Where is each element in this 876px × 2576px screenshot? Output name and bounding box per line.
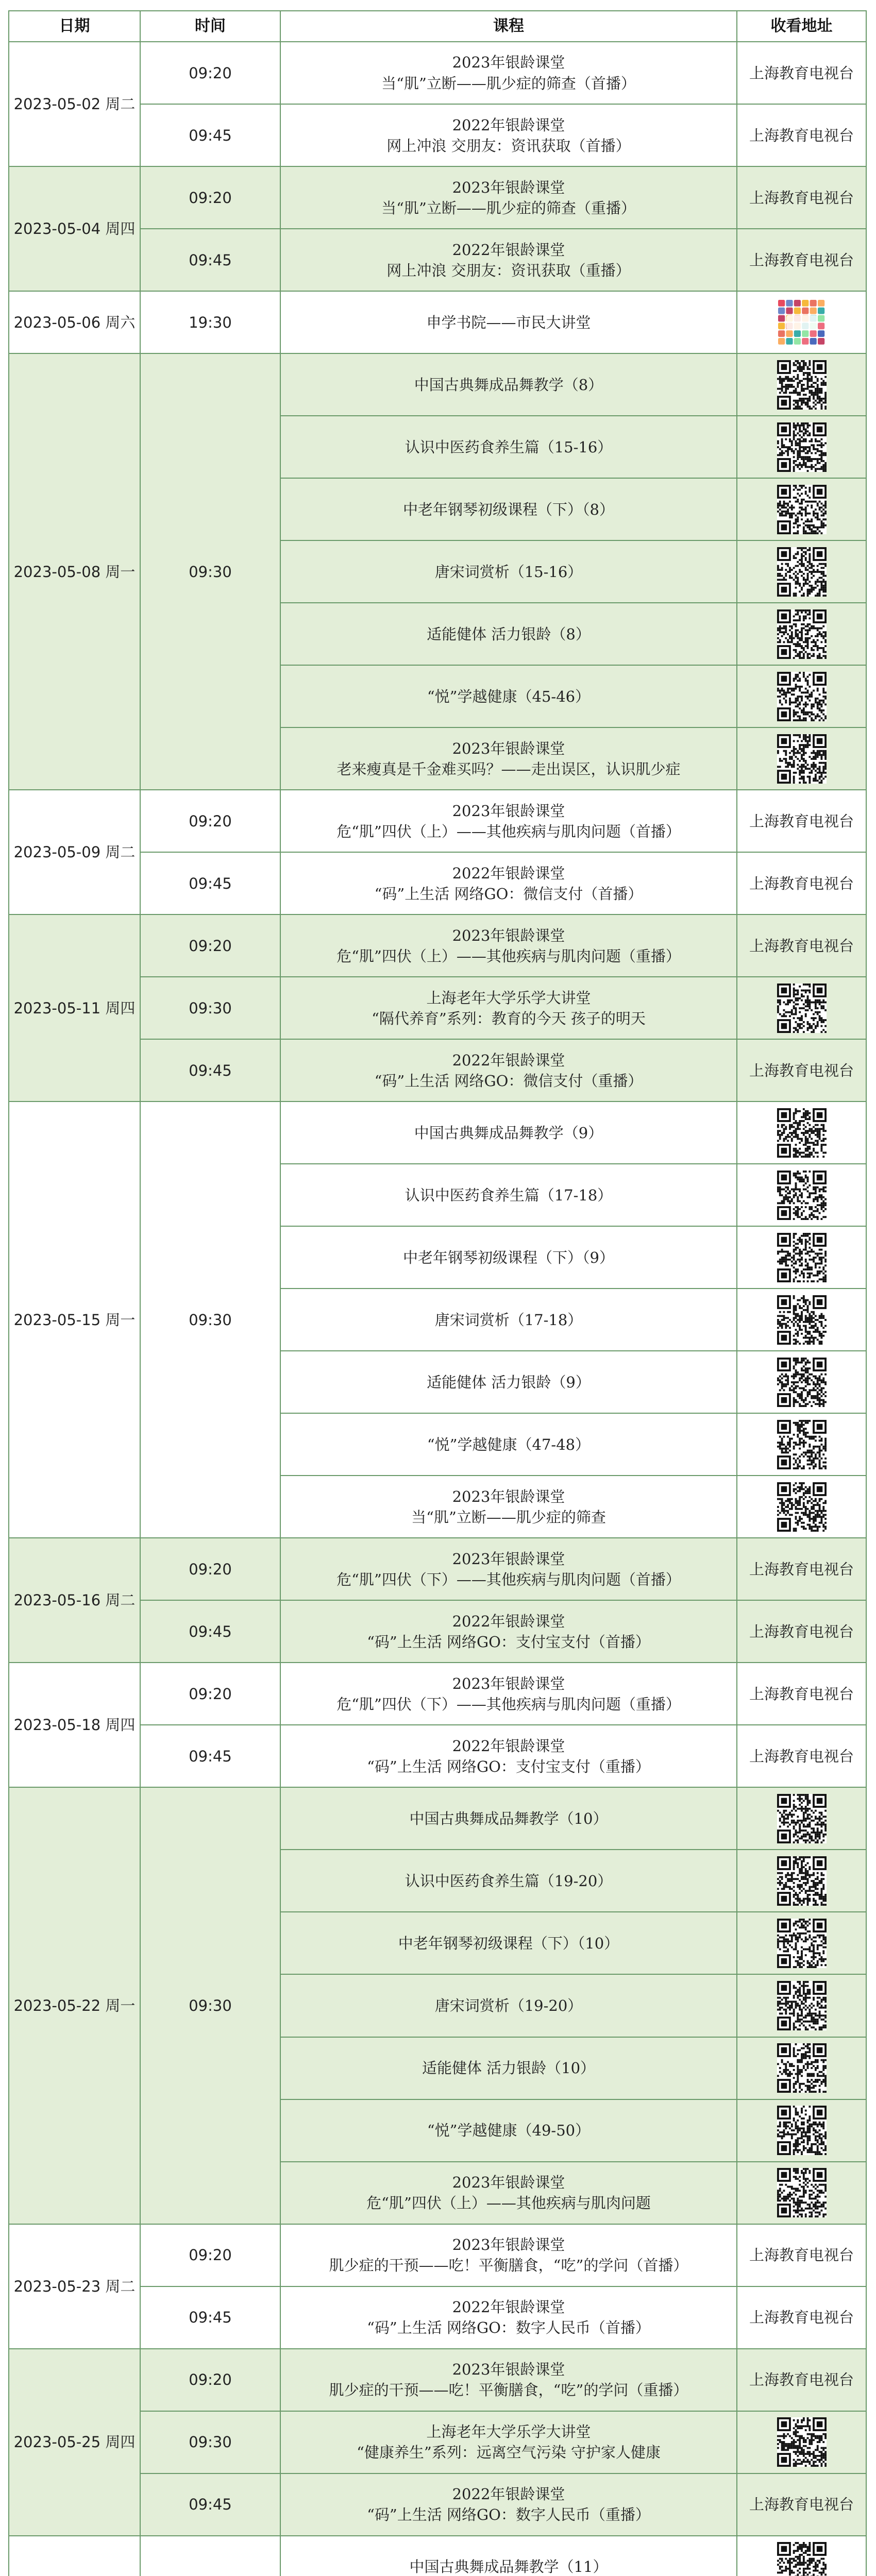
course-cell (280, 1725, 737, 1787)
time-cell: 09:30 (140, 1787, 280, 2224)
channel-tv-station: 上海教育电视台 (737, 2473, 866, 2536)
time-cell: 09:20 (140, 1663, 280, 1725)
header-date: 日期 (9, 11, 140, 42)
course-cell (280, 727, 737, 790)
course-title: 当“肌”立断——肌少症的筛查（首播） (381, 74, 636, 92)
course-cell (280, 166, 737, 229)
course-series: 上海老年大学乐学大讲堂 (426, 989, 591, 1007)
time-cell: 09:20 (140, 790, 280, 852)
schedule-row (9, 914, 866, 977)
course-series: 2023年银龄课堂 (452, 926, 565, 944)
channel-tv-station: 上海教育电视台 (737, 1663, 866, 1725)
qr-code-icon[interactable] (777, 547, 827, 597)
time-cell: 09:45 (140, 2286, 280, 2349)
course-series: 2022年银龄课堂 (452, 2298, 565, 2316)
schedule-row (9, 291, 866, 353)
course-title: 当“肌”立断——肌少症的筛查 (411, 1508, 606, 1526)
channel-qr[interactable] (737, 416, 866, 478)
date-cell: 2023-05-25 周四 (9, 2349, 140, 2536)
course-cell (280, 1351, 737, 1413)
schedule-row (9, 1538, 866, 1600)
course-cell (280, 2162, 737, 2224)
course-series: 2023年银龄课堂 (452, 54, 565, 72)
qr-code-icon[interactable] (777, 2168, 827, 2217)
channel-qr[interactable] (737, 665, 866, 727)
qr-code-icon[interactable] (777, 609, 827, 659)
course-cell (280, 229, 737, 291)
channel-qr[interactable] (737, 1413, 866, 1476)
course-cell (280, 1413, 737, 1476)
schedule-row (9, 166, 866, 229)
course-title: “码”上生活 网络GO：数字人民币（首播） (367, 2319, 650, 2337)
course-series: 2023年银龄课堂 (452, 2236, 565, 2254)
course-title: 老来瘦真是千金难买吗？——走出误区，认识肌少症 (336, 760, 681, 778)
channel-tv-station: 上海教育电视台 (737, 852, 866, 914)
channel-qr[interactable] (737, 2099, 866, 2162)
channel-logo[interactable] (737, 291, 866, 353)
course-cell (280, 1226, 737, 1289)
schedule-row (9, 42, 866, 104)
date-cell: 2023-05-16 周二 (9, 1538, 140, 1663)
qr-code-icon[interactable] (777, 1981, 827, 2030)
course-title: 肌少症的干预——吃！平衡膳食，“吃”的学问（首播） (329, 2257, 688, 2275)
course-cell (280, 1164, 737, 1226)
course-cell (280, 353, 737, 416)
time-cell: 09:45 (140, 229, 280, 291)
qr-code-icon[interactable] (777, 2417, 827, 2467)
course-cell (280, 2473, 737, 2536)
date-cell: 2023-05-06 周六 (9, 291, 140, 353)
time-cell: 09:30 (140, 977, 280, 1039)
schedule-row (9, 1101, 866, 1164)
schedule-row (9, 1787, 866, 1850)
header-course: 课程 (280, 11, 737, 42)
course-title: 中老年钢琴初级课程（下）（8） (403, 500, 614, 518)
course-cell (280, 2099, 737, 2162)
channel-qr[interactable] (737, 1164, 866, 1226)
course-series: 2023年银龄课堂 (452, 802, 565, 820)
channel-qr[interactable] (737, 1289, 866, 1351)
channel-qr[interactable] (737, 2037, 866, 2099)
channel-tv-station: 上海教育电视台 (737, 2286, 866, 2349)
course-title: 唐宋词赏析（17-18） (434, 1311, 583, 1329)
time-cell: 09:45 (140, 1725, 280, 1787)
course-cell (280, 790, 737, 852)
course-title: “码”上生活 网络GO：支付宝支付（重播） (367, 1757, 650, 1775)
schedule-table (8, 10, 867, 2576)
time-cell: 09:20 (140, 2224, 280, 2286)
time-cell: 09:20 (140, 914, 280, 977)
course-title: 中国古典舞成品舞教学（9） (414, 1124, 603, 1142)
channel-qr[interactable] (737, 478, 866, 540)
channel-qr[interactable] (737, 1850, 866, 1912)
course-title: “悦”学越健康（49-50） (427, 2122, 591, 2140)
channel-qr[interactable] (737, 1476, 866, 1538)
channel-tv-station: 上海教育电视台 (737, 790, 866, 852)
course-title: “码”上生活 网络GO：微信支付（首播） (374, 885, 643, 903)
course-title: 认识中医药食养生篇（15-16） (405, 438, 613, 456)
course-series: 2023年银龄课堂 (452, 2361, 565, 2379)
course-cell (280, 1101, 737, 1164)
course-title: 危“肌”四伏（上）——其他疾病与肌肉问题（重播） (336, 947, 681, 965)
course-cell (280, 2037, 737, 2099)
date-cell: 2023-05-23 周二 (9, 2224, 140, 2349)
course-cell (280, 2224, 737, 2286)
course-series: 2023年银龄课堂 (452, 178, 565, 196)
course-series: 2022年银龄课堂 (452, 864, 565, 882)
course-title: 适能健体 活力银龄（9） (427, 1373, 591, 1391)
date-cell: 2023-05-04 周四 (9, 166, 140, 291)
channel-tv-station: 上海教育电视台 (737, 1725, 866, 1787)
course-series: 2022年银龄课堂 (452, 1737, 565, 1755)
time-cell: 09:45 (140, 1600, 280, 1663)
header-row (9, 11, 866, 42)
course-cell (280, 2349, 737, 2411)
time-cell: 09:45 (140, 1039, 280, 1101)
channel-qr[interactable] (737, 2536, 866, 2576)
course-cell (280, 852, 737, 914)
schedule-row (9, 2224, 866, 2286)
course-title: 危“肌”四伏（下）——其他疾病与肌肉问题（重播） (336, 1695, 681, 1713)
qr-code-icon[interactable] (777, 2106, 827, 2155)
course-title: 唐宋词赏析（15-16） (434, 563, 583, 581)
course-cell (280, 291, 737, 353)
qr-code-icon[interactable] (777, 360, 827, 410)
course-title: 唐宋词赏析（19-20） (434, 1996, 583, 2014)
channel-tv-station: 上海教育电视台 (737, 914, 866, 977)
course-cell (280, 603, 737, 665)
course-cell (280, 665, 737, 727)
channel-qr[interactable] (737, 2411, 866, 2473)
course-cell (280, 2536, 737, 2576)
date-cell: 2023-05-18 周四 (9, 1663, 140, 1787)
course-series: 2023年银龄课堂 (452, 1550, 565, 1568)
channel-qr[interactable] (737, 1912, 866, 1974)
qr-code-icon[interactable] (777, 672, 827, 721)
header-time: 时间 (140, 11, 280, 42)
schedule-row (9, 790, 866, 852)
course-title: 中老年钢琴初级课程（下）（10） (398, 1934, 619, 1952)
channel-tv-station: 上海教育电视台 (737, 104, 866, 166)
channel-tv-station: 上海教育电视台 (737, 42, 866, 104)
course-cell (280, 42, 737, 104)
course-title: 危“肌”四伏（上）——其他疾病与肌肉问题（首播） (336, 822, 681, 840)
qr-code-icon[interactable] (777, 1856, 827, 1906)
course-title: 危“肌”四伏（上）——其他疾病与肌肉问题 (366, 2194, 651, 2212)
channel-qr[interactable] (737, 2162, 866, 2224)
qr-code-icon[interactable] (777, 1358, 827, 1407)
course-cell (280, 104, 737, 166)
course-series: 2023年银龄课堂 (452, 1487, 565, 1505)
qr-code-icon[interactable] (777, 485, 827, 534)
channel-qr[interactable] (737, 727, 866, 790)
course-cell (280, 416, 737, 478)
course-title: 中国古典舞成品舞教学（11） (409, 2558, 608, 2576)
course-series: 2022年银龄课堂 (452, 2485, 565, 2503)
course-cell (280, 1663, 737, 1725)
channel-tv-station: 上海教育电视台 (737, 1538, 866, 1600)
qr-code-icon[interactable] (777, 1295, 827, 1345)
course-cell (280, 1476, 737, 1538)
course-title: 中国古典舞成品舞教学（10） (409, 1809, 608, 1827)
schedule-row (9, 353, 866, 416)
qr-code-icon[interactable] (777, 2542, 827, 2576)
qr-code-icon[interactable] (777, 1171, 827, 1220)
channel-qr[interactable] (737, 1787, 866, 1850)
header-channel: 收看地址 (737, 11, 866, 42)
course-series: 2022年银龄课堂 (452, 241, 565, 259)
course-cell (280, 2286, 737, 2349)
date-cell: 2023-05-22 周一 (9, 1787, 140, 2224)
qr-code-icon[interactable] (777, 1794, 827, 1843)
qr-code-icon[interactable] (777, 1482, 827, 1532)
time-cell (140, 2536, 280, 2576)
date-cell: 2023-05-08 周一 (9, 353, 140, 790)
course-title: “悦”学越健康（47-48） (427, 1435, 591, 1453)
time-cell: 09:20 (140, 166, 280, 229)
course-title: 当“肌”立断——肌少症的筛查（重播） (381, 199, 636, 217)
course-cell (280, 914, 737, 977)
course-title: “悦”学越健康（45-46） (427, 687, 591, 705)
course-title: 中国古典舞成品舞教学（8） (414, 376, 603, 394)
time-cell: 09:45 (140, 852, 280, 914)
time-cell: 09:20 (140, 1538, 280, 1600)
qr-code-icon[interactable] (777, 1420, 827, 1469)
course-cell (280, 1787, 737, 1850)
course-series: 2023年银龄课堂 (452, 1674, 565, 1692)
course-title: “码”上生活 网络GO：微信支付（重播） (374, 1072, 643, 1090)
time-cell: 09:45 (140, 2473, 280, 2536)
course-cell (280, 2411, 737, 2473)
course-cell (280, 1289, 737, 1351)
time-cell: 09:30 (140, 2411, 280, 2473)
course-title: 适能健体 活力银龄（8） (427, 625, 591, 643)
course-cell (280, 1850, 737, 1912)
qr-code-icon[interactable] (777, 1233, 827, 1282)
date-cell: 2023-05-11 周四 (9, 914, 140, 1101)
qr-code-icon[interactable] (777, 1108, 827, 1158)
course-title: “码”上生活 网络GO：支付宝支付（首播） (367, 1633, 650, 1651)
channel-tv-station: 上海教育电视台 (737, 2224, 866, 2286)
schedule-row (9, 2536, 866, 2576)
course-cell (280, 1912, 737, 1974)
course-series: 2022年银龄课堂 (452, 1612, 565, 1630)
channel-qr[interactable] (737, 1974, 866, 2037)
course-cell (280, 1039, 737, 1101)
date-cell: 2023-05-09 周二 (9, 790, 140, 914)
course-series: 2023年银龄课堂 (452, 739, 565, 757)
course-series: 2022年银龄课堂 (452, 116, 565, 134)
qr-code-icon[interactable] (777, 734, 827, 784)
time-cell: 09:30 (140, 353, 280, 790)
schedule-row (9, 1663, 866, 1725)
date-cell: 2023-05-02 周二 (9, 42, 140, 166)
channel-qr[interactable] (737, 540, 866, 603)
time-cell: 09:45 (140, 104, 280, 166)
course-cell (280, 1538, 737, 1600)
channel-qr[interactable] (737, 977, 866, 1039)
time-cell: 09:20 (140, 42, 280, 104)
schedule-body (9, 42, 866, 2576)
channel-qr[interactable] (737, 603, 866, 665)
course-cell (280, 540, 737, 603)
channel-qr[interactable] (737, 1351, 866, 1413)
qr-code-icon[interactable] (777, 984, 827, 1033)
date-cell (9, 2536, 140, 2576)
time-cell: 09:30 (140, 1101, 280, 1538)
channel-tv-station: 上海教育电视台 (737, 166, 866, 229)
course-series: 2023年银龄课堂 (452, 2174, 565, 2192)
course-series: 上海老年大学乐学大讲堂 (426, 2423, 591, 2441)
course-series: 2022年银龄课堂 (452, 1051, 565, 1069)
course-cell (280, 977, 737, 1039)
time-cell: 09:20 (140, 2349, 280, 2411)
shenxue-academy-logo-icon[interactable] (776, 298, 828, 347)
schedule-row (9, 2349, 866, 2411)
qr-code-icon[interactable] (777, 2043, 827, 2093)
channel-tv-station: 上海教育电视台 (737, 1039, 866, 1101)
course-title: “隔代养育”系列：教育的今天 孩子的明天 (372, 1009, 646, 1027)
time-cell: 19:30 (140, 291, 280, 353)
course-title: 申学书院——市民大讲堂 (426, 313, 591, 331)
course-title: 认识中医药食养生篇（17-18） (405, 1186, 613, 1204)
course-cell (280, 478, 737, 540)
channel-qr[interactable] (737, 353, 866, 416)
course-title: 危“肌”四伏（下）——其他疾病与肌肉问题（首播） (336, 1570, 681, 1588)
course-title: 中老年钢琴初级课程（下）（9） (403, 1248, 614, 1266)
channel-tv-station: 上海教育电视台 (737, 229, 866, 291)
channel-tv-station: 上海教育电视台 (737, 1600, 866, 1663)
qr-code-icon[interactable] (777, 422, 827, 472)
course-title: 肌少症的干预——吃！平衡膳食，“吃”的学问（重播） (329, 2381, 688, 2399)
date-cell: 2023-05-15 周一 (9, 1101, 140, 1538)
channel-qr[interactable] (737, 1226, 866, 1289)
qr-code-icon[interactable] (777, 1919, 827, 1968)
course-title: 适能健体 活力银龄（10） (422, 2059, 596, 2077)
course-title: 网上冲浪 交朋友：资讯获取（重播） (386, 261, 631, 279)
course-title: “健康养生”系列：远离空气污染 守护家人健康 (357, 2444, 661, 2462)
channel-qr[interactable] (737, 1101, 866, 1164)
course-title: “码”上生活 网络GO：数字人民币（重播） (367, 2506, 650, 2524)
course-cell (280, 1600, 737, 1663)
course-title: 认识中医药食养生篇（19-20） (405, 1872, 613, 1890)
channel-tv-station: 上海教育电视台 (737, 2349, 866, 2411)
course-title: 网上冲浪 交朋友：资讯获取（首播） (386, 137, 631, 155)
course-cell (280, 1974, 737, 2037)
